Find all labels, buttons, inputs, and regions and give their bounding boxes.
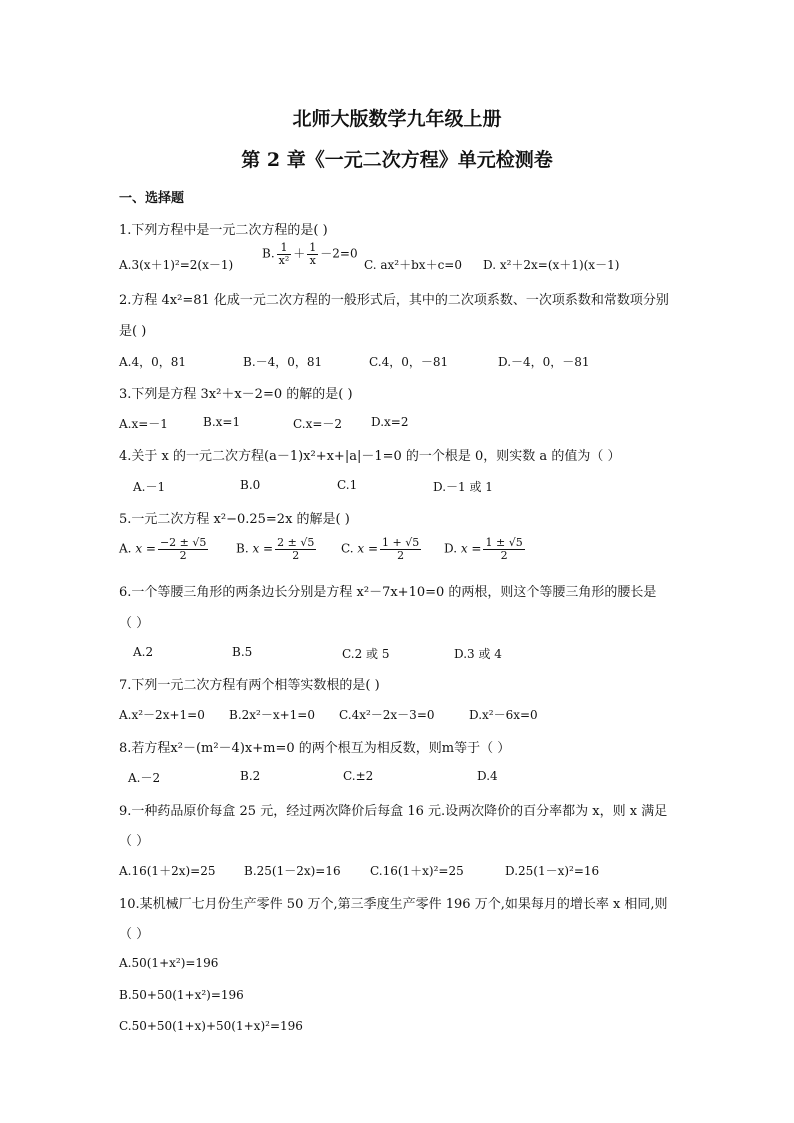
question-4-stem: 4.关于 x 的一元二次方程(a－1)x²+x+|a|－1=0 的一个根是 0，则实数 a 的值为（ ） xyxy=(119,449,621,464)
question-3-stem: 3.下列是方程 3x²＋x－2=0 的解的是( ) xyxy=(119,387,353,402)
q5-a-variable: x = xyxy=(135,541,156,556)
q5-c-variable: x = xyxy=(357,541,379,556)
q1-option-b xyxy=(262,242,358,266)
q1-option-b-label: B. xyxy=(262,246,275,261)
q10-option-c: C.50+50(1+x)+50(1+x)²=196 xyxy=(119,1019,303,1033)
q1-option-a: A.3(x＋1)²=2(x－1) xyxy=(119,258,234,272)
question-9-stem-line-2: （ ） xyxy=(119,834,150,849)
q5-a-denominator: 2 xyxy=(179,548,187,562)
q5-b-numerator: 2 ± √5 xyxy=(277,536,315,549)
q5-a-fraction xyxy=(158,537,208,561)
q8-option-c: C.±2 xyxy=(343,769,374,783)
q5-b-denominator: 2 xyxy=(292,548,300,562)
q5-option-a xyxy=(119,537,210,561)
q9-option-c: C.16(1＋x)²=25 xyxy=(370,864,464,878)
q1-option-b-suffix: －2=0 xyxy=(320,246,358,261)
question-8-stem: 8.若方程x²－(m²－4)x+m=0 的两个根互为相反数，则m等于（ ） xyxy=(119,741,511,756)
q9-option-d: D.25(1－x)²=16 xyxy=(505,864,600,878)
q10-option-a: A.50(1+x²)=196 xyxy=(119,956,219,970)
q8-option-b: B.2 xyxy=(240,769,261,783)
q9-option-b: B.25(1－2x)=16 xyxy=(244,864,341,878)
q3-option-a: A.x=－1 xyxy=(119,417,168,431)
q2-option-c: C.4，0，－81 xyxy=(369,355,449,369)
q7-option-d: D.x²－6x=0 xyxy=(469,708,538,722)
question-10-stem-line-1: 10.某机械厂七月份生产零件 50 万个,第三季度生产零件 196 万个,如果每月的增长率 x 相同,则 xyxy=(119,897,668,912)
q5-d-numerator: 1 ± √5 xyxy=(485,536,523,549)
q5-a-label: A. xyxy=(119,541,132,556)
q1-option-b-fraction-2 xyxy=(307,242,318,266)
q5-c-numerator: 1 + √5 xyxy=(382,536,420,549)
q9-option-a: A.16(1＋2x)=25 xyxy=(119,864,216,878)
q6-option-b: B.5 xyxy=(232,645,253,659)
q5-c-label: C. xyxy=(341,541,354,556)
q4-option-b: B.0 xyxy=(240,478,261,492)
question-7-stem: 7.下列一元二次方程有两个相等实数根的是( ) xyxy=(119,678,380,693)
q5-d-denominator: 2 xyxy=(500,548,508,562)
q5-b-variable: x = xyxy=(252,541,274,556)
question-6-stem-line-1: 6.一个等腰三角形的两条边长分别是方程 x²－7x+10=0 的两根，则这个等腰三角形的腰长是 xyxy=(119,585,657,600)
question-1-stem: 1.下列方程中是一元二次方程的是( ) xyxy=(119,223,328,238)
q5-option-d xyxy=(444,537,527,561)
q2-option-b: B.－4，0，81 xyxy=(243,355,323,369)
q6-option-a: A.2 xyxy=(133,645,154,659)
document-subtitle: 第 2 章《一元二次方程》单元检测卷 xyxy=(241,149,553,171)
document-title: 北师大版数学九年级上册 xyxy=(292,108,502,130)
q1-option-c: C. ax²＋bx＋c=0 xyxy=(364,258,462,272)
q1-option-d: D. x²＋2x=(x＋1)(x－1) xyxy=(483,258,620,272)
q5-c-denominator: 2 xyxy=(397,548,405,562)
q1-b-frac1-numerator: 1 xyxy=(277,242,292,255)
q3-option-c: C.x=－2 xyxy=(293,417,343,431)
q1-b-frac2-denominator: x xyxy=(309,253,316,267)
q2-option-a: A.4，0，81 xyxy=(119,355,187,369)
q5-option-b xyxy=(236,537,318,561)
q1-option-b-plus: ＋ xyxy=(293,246,306,261)
question-9-stem-line-1: 9.一种药品原价每盒 25 元，经过两次降价后每盒 16 元.设两次降价的百分率都为 x，则 x 满足 xyxy=(119,804,668,819)
section-heading: 一、选择题 xyxy=(119,191,185,206)
question-2-stem-line-2: 是( ) xyxy=(119,324,147,339)
q8-option-a: A.－2 xyxy=(128,771,161,785)
q6-option-d: D.3 或 4 xyxy=(454,647,502,661)
q7-option-b: B.2x²－x+1=0 xyxy=(229,708,315,722)
q4-option-c: C.1 xyxy=(337,478,358,492)
q5-option-c xyxy=(341,537,423,561)
q4-option-d: D.－1 或 1 xyxy=(433,480,493,494)
q1-b-frac2-numerator: 1 xyxy=(309,241,317,254)
q7-option-c: C.4x²－2x－3=0 xyxy=(339,708,435,722)
q10-option-b: B.50+50(1+x²)=196 xyxy=(119,988,244,1002)
q8-option-d: D.4 xyxy=(477,769,498,783)
q5-b-fraction xyxy=(275,537,316,561)
q5-a-numerator: −2 ± √5 xyxy=(159,536,207,549)
q3-option-b: B.x=1 xyxy=(203,415,241,429)
q5-d-variable: x = xyxy=(460,541,482,556)
q3-option-d: D.x=2 xyxy=(371,415,409,429)
q5-c-fraction xyxy=(380,537,421,561)
q1-b-frac1-denominator: x² xyxy=(278,253,290,267)
q5-d-fraction xyxy=(483,537,524,561)
question-6-stem-line-2: （ ） xyxy=(119,616,150,631)
q5-d-label: D. xyxy=(444,541,458,556)
question-10-stem-line-2: （ ） xyxy=(119,927,150,942)
question-2-stem-line-1: 2.方程 4x²=81 化成一元二次方程的一般形式后，其中的二次项系数、一次项系数和常数项分别 xyxy=(119,293,669,308)
question-5-stem: 5.一元二次方程 x²−0.25=2x 的解是( ) xyxy=(119,512,350,527)
q1-option-b-fraction-1 xyxy=(277,242,292,266)
q6-option-c: C.2 或 5 xyxy=(342,647,390,661)
q5-b-label: B. xyxy=(236,541,249,556)
q2-option-d: D.－4，0，－81 xyxy=(498,355,590,369)
q7-option-a: A.x²－2x+1=0 xyxy=(119,708,205,722)
q4-option-a: A.－1 xyxy=(133,480,166,494)
